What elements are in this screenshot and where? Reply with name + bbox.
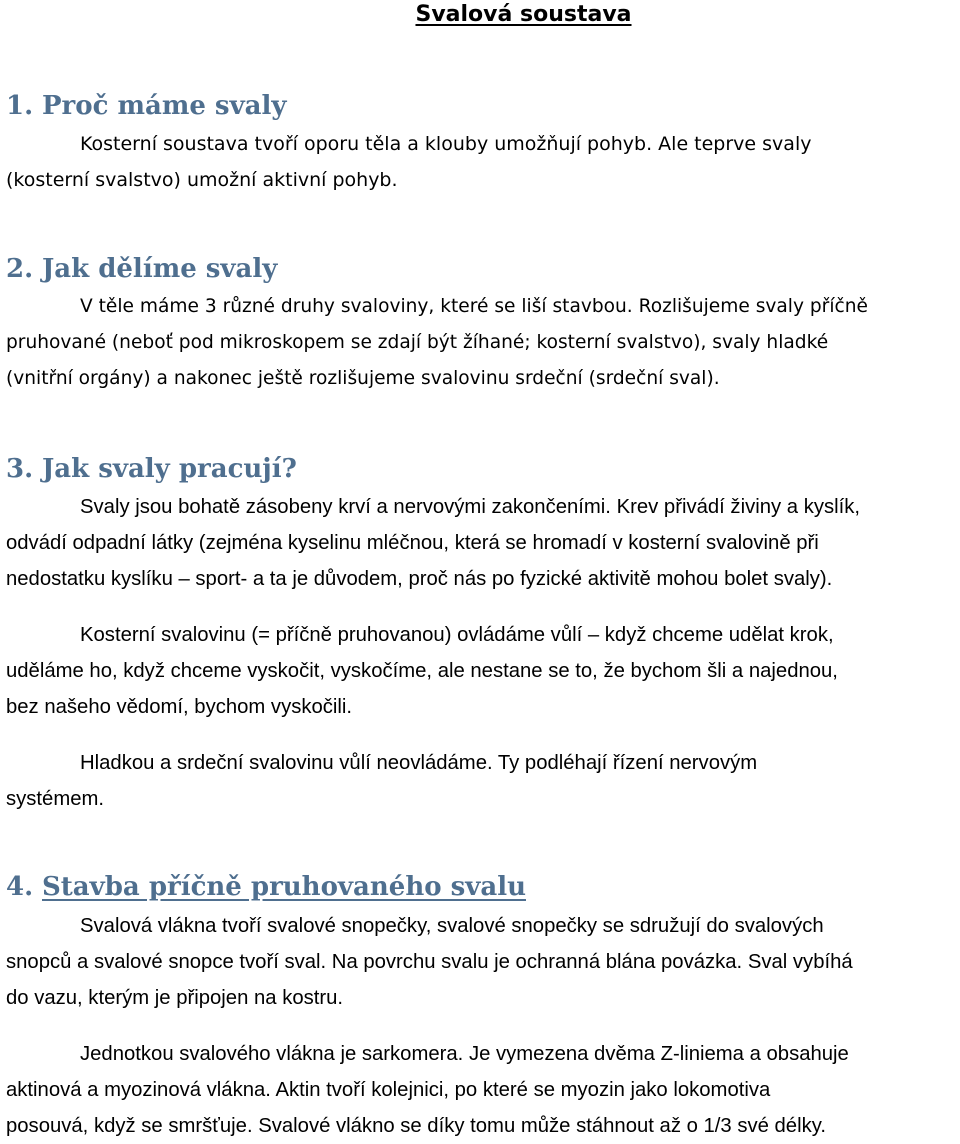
paragraph-line: Hladkou a srdeční svalovinu vůlí neovládáme. Ty podléhají řízení nervovým <box>80 752 758 774</box>
section-4-paragraph-1 <box>6 908 960 1016</box>
paragraph-line: Jednotkou svalového vlákna je sarkomera. Je vymezena dvěma Z-liniema a obsahuje <box>80 1043 849 1065</box>
paragraph-line: systémem. <box>6 788 105 810</box>
paragraph-line: pruhované (neboť pod mikroskopem se zdají být žíhané; kosterní svalstvo), svaly hladké <box>6 332 829 353</box>
paragraph-line: uděláme ho, když chceme vyskočit, vyskočíme, ale nestane se to, že bychom šli a najednou, <box>6 660 838 682</box>
section-3-paragraph-3 <box>6 745 960 817</box>
paragraph-line: aktinová a myozinová vlákna. Aktin tvoří kolejnici, po které se myozin jako lokomotiva <box>6 1079 771 1101</box>
section-1-heading <box>6 88 287 124</box>
paragraph-line: snopců a svalové snopce tvoří sval. Na povrchu svalu je ochranná blána povázka. Sval vybíhá <box>6 951 853 973</box>
paragraph-line: Svalová vlákna tvoří svalové snopečky, svalové snopečky se sdružují do svalových <box>80 915 824 937</box>
paragraph-line: odvádí odpadní látky (zejména kyselinu mléčnou, která se hromadí v kosterní svalovině při <box>6 532 819 554</box>
section-3-paragraph-2 <box>6 617 960 725</box>
section-2-heading <box>6 251 277 287</box>
section-number: 1. <box>6 91 34 121</box>
paragraph-line: (vnitřní orgány) a nakonec ještě rozlišujeme svalovinu srdeční (srdeční sval). <box>6 368 720 389</box>
section-number: 4. <box>6 872 34 902</box>
section-title: Jak dělíme svaly <box>42 254 278 284</box>
section-title: Proč máme svaly <box>42 91 287 121</box>
section-number: 2. <box>6 254 34 284</box>
section-number: 3. <box>6 454 34 484</box>
section-1-paragraph-1 <box>6 126 960 198</box>
section-4-heading <box>6 869 526 905</box>
paragraph-line: Kosterní soustava tvoří oporu těla a klouby umožňují pohyb. Ale teprve svaly <box>80 133 812 155</box>
section-3-heading <box>6 451 297 487</box>
document-title: Svalová soustava <box>415 2 632 27</box>
paragraph-line: (kosterní svalstvo) umožní aktivní pohyb. <box>6 169 398 191</box>
section-title: Stavba příčně pruhovaného svalu <box>42 872 526 902</box>
section-4-paragraph-2 <box>6 1036 960 1144</box>
paragraph-line: Kosterní svalovinu (= příčně pruhovanou) ovládáme vůlí – když chceme udělat krok, <box>80 624 834 646</box>
paragraph-line: bez našeho vědomí, bychom vyskočili. <box>6 696 353 718</box>
paragraph-line: V těle máme 3 různé druhy svaloviny, které se liší stavbou. Rozlišujeme svaly příčně <box>80 296 868 317</box>
section-3-paragraph-1 <box>6 489 960 597</box>
section-2-paragraph-1 <box>6 289 960 397</box>
paragraph-line: nedostatku kyslíku – sport- a ta je důvodem, proč nás po fyzické aktivitě mohou bolet svaly). <box>6 568 833 590</box>
paragraph-line: Svaly jsou bohatě zásobeny krví a nervovými zakončeními. Krev přivádí živiny a kyslík, <box>80 496 861 518</box>
paragraph-line: do vazu, kterým je připojen na kostru. <box>6 987 344 1009</box>
paragraph-line: posouvá, když se smršťuje. Svalové vlákno se díky tomu může stáhnout až o 1/3 své délky. <box>6 1115 827 1137</box>
section-title: Jak svaly pracují? <box>42 454 297 484</box>
